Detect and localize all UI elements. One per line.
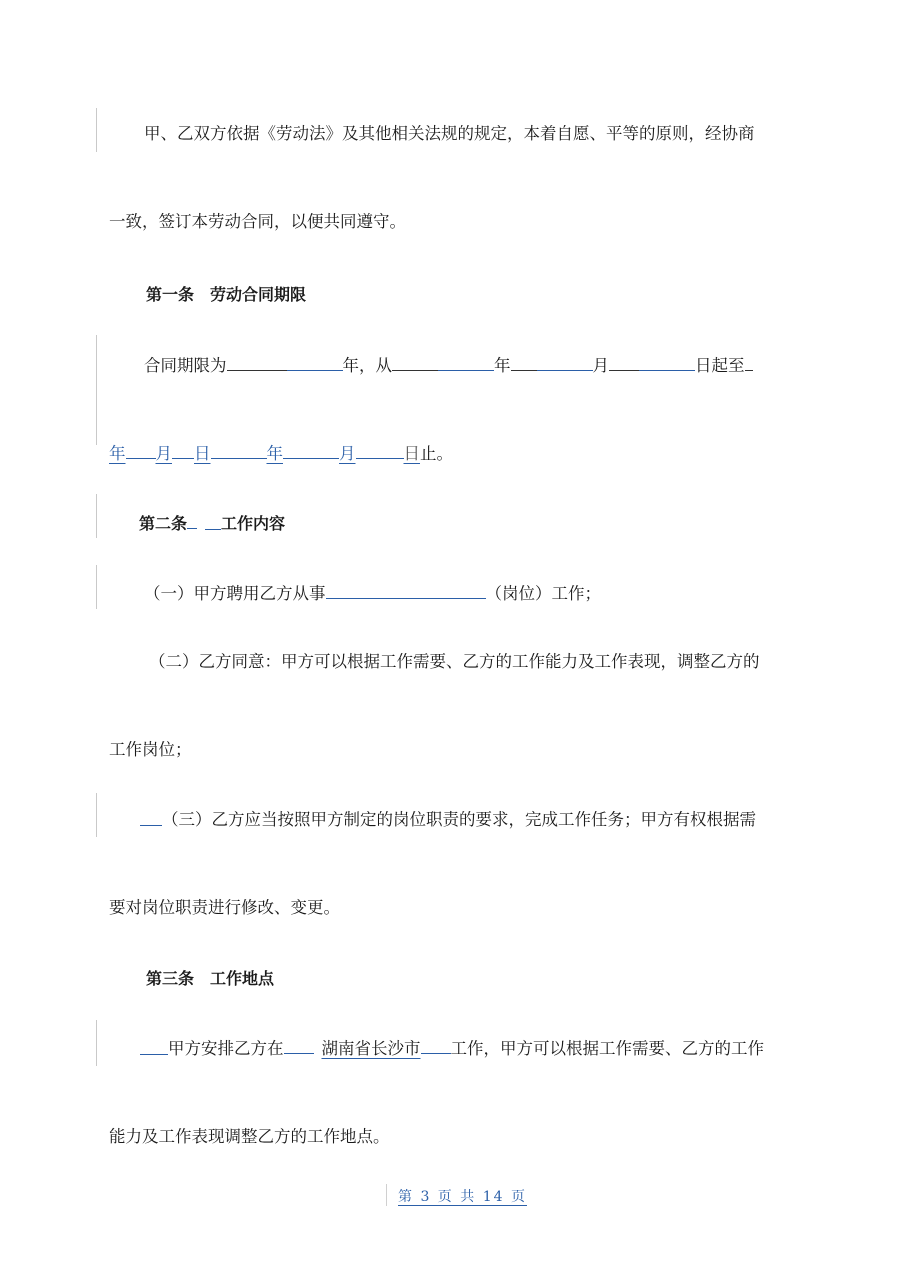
end-month-char: 月 [155, 444, 172, 463]
article-3-suffix: 工作，甲方可以根据工作需要、乙方的工作 [450, 1039, 764, 1058]
end2-year-char: 年 [266, 444, 283, 463]
end2-day-char: 日 [403, 444, 420, 463]
year-char: 年 [494, 356, 511, 375]
article-2-number: 第二条 [139, 514, 188, 533]
item-3-dash [140, 815, 162, 826]
until-text: 日起至 [695, 356, 745, 375]
article-2-item-1 [144, 580, 601, 606]
contract-term-label: 合同期限为 [144, 356, 227, 375]
intro-line-1: 甲、乙双方依据《劳动法》及其他相关法规的规定，本着自愿、平等的原则，经协商 [144, 124, 755, 143]
article-3-heading: 第三条 工作地点 [146, 969, 275, 988]
margin-marker [96, 335, 97, 445]
end2-blank[interactable] [211, 440, 267, 459]
location-blank-right[interactable] [421, 1035, 451, 1054]
article-3-line-1 [140, 1035, 764, 1061]
end-text: 止。 [420, 444, 453, 463]
term-blank-2[interactable] [287, 352, 343, 371]
end-blank[interactable] [745, 352, 753, 371]
contract-term-line [144, 352, 753, 378]
margin-marker [96, 1020, 97, 1066]
margin-marker [96, 565, 97, 609]
margin-marker [96, 494, 97, 538]
article-2-item-2-line-2: 工作岗位； [109, 740, 192, 759]
term-blank[interactable] [227, 352, 287, 371]
from-text: ，从 [359, 356, 392, 375]
end2-year-blank[interactable] [283, 440, 339, 459]
footer-separator [386, 1184, 387, 1206]
item-1-prefix: （一）甲方聘用乙方从事 [144, 584, 326, 603]
end-year-blank[interactable] [126, 440, 156, 459]
month-char: 月 [592, 356, 609, 375]
intro-line-2: 一致，签订本劳动合同，以便共同遵守。 [109, 212, 406, 231]
article-2-title: 工作内容 [221, 514, 286, 533]
article-2-item-3-line-1 [140, 808, 756, 832]
article-2-item-2-line-1: （二）乙方同意：甲方可以根据工作需要、乙方的工作能力及工作表现，调整乙方的 [149, 652, 760, 671]
article-3-prefix: 甲方安排乙方在 [168, 1039, 284, 1058]
end2-month-char: 月 [339, 444, 356, 463]
article-2-heading [139, 510, 285, 536]
location-blank-left[interactable] [284, 1035, 314, 1054]
start-year-blank-2[interactable] [438, 352, 494, 371]
margin-marker [96, 793, 97, 837]
start-month-blank-2[interactable] [537, 352, 593, 371]
article-1-heading: 第一条 劳动合同期限 [146, 285, 307, 304]
margin-marker [96, 108, 97, 152]
article-2-item-3-line-2: 要对岗位职责进行修改、变更。 [109, 898, 340, 917]
end-day-char: 日 [194, 444, 211, 463]
end-month-blank[interactable] [172, 440, 194, 459]
start-year-blank[interactable] [392, 352, 438, 371]
end-year-char: 年 [109, 444, 126, 463]
page-number: 第 3 页 共 14 页 [398, 1189, 527, 1205]
start-month-blank[interactable] [511, 352, 537, 371]
year-char: 年 [342, 356, 359, 375]
end2-month-blank[interactable] [356, 440, 404, 459]
start-day-blank[interactable] [609, 352, 639, 371]
contract-end-line [109, 440, 453, 466]
article-3-line-2: 能力及工作表现调整乙方的工作地点。 [109, 1127, 390, 1146]
heading-underline [187, 510, 197, 529]
start-day-blank-2[interactable] [639, 352, 695, 371]
item-1-suffix: （岗位）工作； [485, 584, 601, 603]
article-3-dash [140, 1044, 168, 1055]
heading-dash [205, 519, 221, 530]
position-blank[interactable] [326, 580, 486, 599]
work-location: 湖南省长沙市 [321, 1039, 421, 1058]
item-3-text: （三）乙方应当按照甲方制定的岗位职责的要求，完成工作任务；甲方有权根据需 [162, 810, 756, 829]
